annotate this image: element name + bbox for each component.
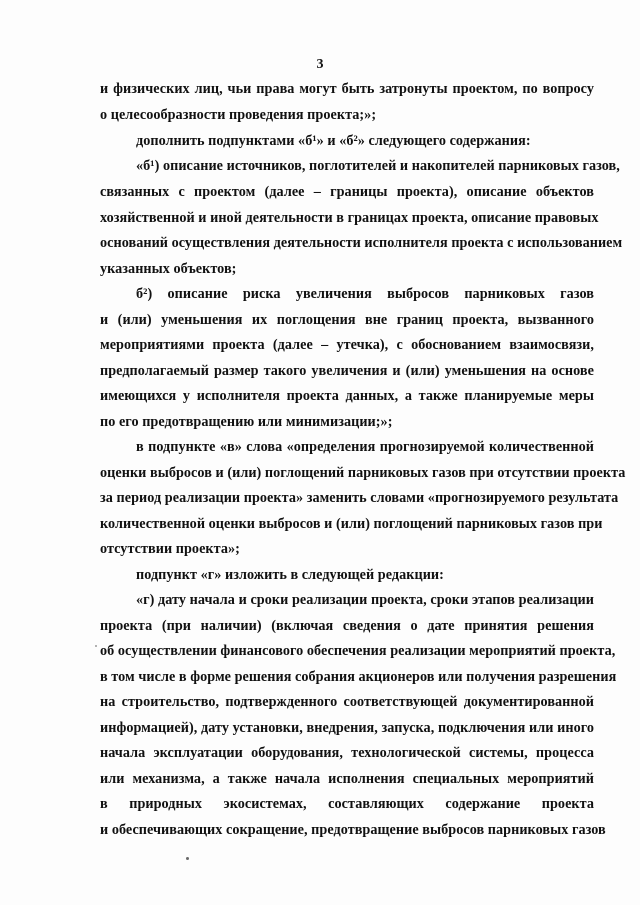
text-line: дополнить подпунктами «б¹» и «б²» следующего содержания: (136, 133, 531, 149)
text-line: указанных объектов; (100, 261, 237, 277)
text-line: в том числе в форме решения собрания акционеров или получения разрешения (100, 669, 617, 685)
text-line: и обеспечивающих сокращение, предотвращение выбросов парниковых газов (100, 822, 606, 838)
text-line: предполагаемый размер такого увеличения и (или) уменьшения на основе (100, 363, 594, 379)
text-line: на строительство, подтвержденного соответствующей документированной (100, 694, 594, 710)
text-line: б²) описание риска увеличения выбросов парниковых газов (136, 286, 594, 302)
text-line: проекта (при наличии) (включая сведения о дате принятия решения (100, 618, 594, 634)
text-line: или механизма, а также начала исполнения специальных мероприятий (100, 771, 594, 787)
text-line: в подпункте «в» слова «определения прогнозируемой количественной (136, 439, 594, 455)
scan-speck (95, 645, 97, 647)
text-line: подпункт «г» изложить в следующей редакции: (136, 567, 444, 583)
text-line: о целесообразности проведения проекта;»; (100, 107, 377, 123)
text-line: «б¹) описание источников, поглотителей и накопителей парниковых газов, (136, 158, 620, 174)
page-number: 3 (316, 57, 324, 72)
text-line: в природных экосистемах, составляющих содержание проекта (100, 796, 594, 812)
scan-speck (186, 857, 189, 860)
text-line: отсутствии проекта»; (100, 541, 240, 557)
text-line: мероприятиями проекта (далее – утечка), с обоснованием взаимосвязи, (100, 337, 594, 353)
text-line: количественной оценки выбросов и (или) поглощений парниковых газов при (100, 516, 603, 532)
text-line: по его предотвращению или минимизации;»; (100, 414, 393, 430)
text-line: связанных с проектом (далее – границы проекта), описание объектов (100, 184, 594, 200)
text-line: начала эксплуатации оборудования, технологической системы, процесса (100, 745, 594, 761)
text-line: «г) дату начала и сроки реализации проекта, сроки этапов реализации (136, 592, 594, 608)
text-line: оснований осуществления деятельности исполнителя проекта с использованием (100, 235, 623, 251)
text-line: информацией), дату установки, внедрения, запуска, подключения или иного (100, 720, 594, 736)
text-line: и (или) уменьшения их поглощения вне границ проекта, вызванного (100, 312, 594, 328)
text-line: оценки выбросов и (или) поглощений парниковых газов при отсутствии проекта (100, 465, 626, 481)
text-line: и физических лиц, чьи права могут быть затронуты проектом, по вопросу (100, 81, 594, 97)
text-line: за период реализации проекта» заменить словами «прогнозируемого результата (100, 490, 619, 506)
text-line: имеющихся у исполнителя проекта данных, а также планируемые меры (100, 388, 594, 404)
text-line: хозяйственной и иной деятельности в границах проекта, описание правовых (100, 210, 599, 226)
text-line: об осуществлении финансового обеспечения реализации мероприятий проекта, (100, 643, 616, 659)
